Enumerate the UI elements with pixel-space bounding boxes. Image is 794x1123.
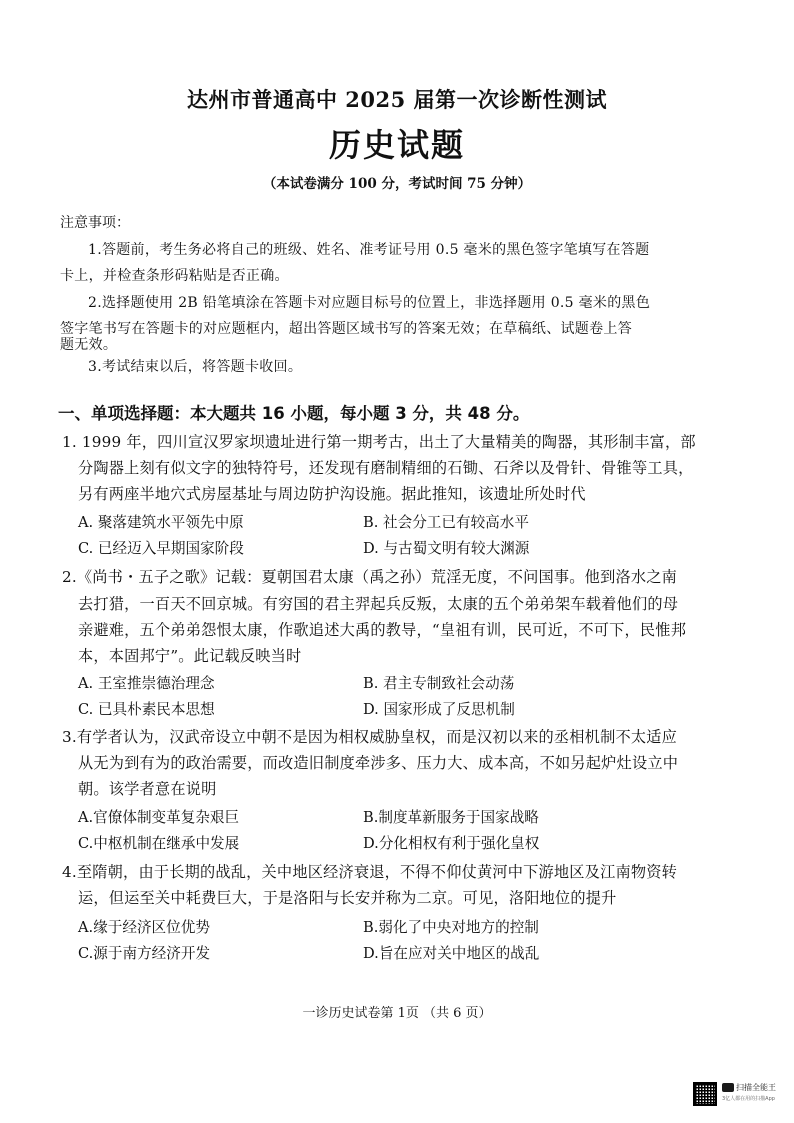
question-4-stem: 4.至隋朝，由于长期的战乱，关中地区经济衰退，不得不仰仗黄河中下游地区及江南物资转 [62, 863, 678, 881]
section-heading: 一、单项选择题：本大题共 16 小题，每小题 3 分，共 48 分。 [58, 404, 530, 423]
question-2-option-a[interactable]: A. 王室推崇德治理念 [78, 675, 215, 692]
question-3-option-c[interactable]: C.中枢机制在继承中发展 [78, 835, 240, 852]
question-2-option-b[interactable]: B. 君主专制致社会动荡 [363, 675, 515, 692]
question-4-option-a[interactable]: A.缘于经济区位优势 [78, 919, 210, 936]
scanner-logo-icon [722, 1083, 734, 1092]
question-1-stem: 1. 1999 年，四川宣汉罗家坝遗址进行第一期考古，出土了大量精美的陶器，其形制丰富，部 [62, 433, 696, 451]
question-4-stem: 运，但运至关中耗费巨大，于是洛阳与长安并称为二京。可见，洛阳地位的提升 [78, 889, 617, 907]
question-2-stem: 2.《尚书・五子之歌》记载：夏朝国君太康（禹之孙）荒淫无度，不问国事。他到洛水之南 [62, 568, 678, 586]
subject-title: 历史试题 [328, 126, 465, 164]
page-footer: 一诊历史试卷第 1页 （共 6 页） [302, 1006, 492, 1021]
question-1-stem: 分陶器上刻有似文字的独特符号，还发现有磨制精细的石锄、石斧以及骨针、骨锥等工具， [78, 459, 694, 477]
question-1-option-b[interactable]: B. 社会分工已有较高水平 [363, 514, 529, 531]
notice-heading: 注意事项： [60, 215, 130, 231]
question-2-stem: 本，本固邦宁”。此记载反映当时 [78, 647, 302, 665]
question-2-option-d[interactable]: D. 国家形成了反思机制 [363, 701, 515, 718]
notice-line: 卡上，并检查条形码粘贴是否正确。 [60, 268, 289, 284]
exam-title: 达州市普通高中 2025 届第一次诊断性测试 [186, 87, 608, 112]
notice-line: 签字笔书写在答题卡的对应题框内，超出答题区域书写的答案无效；在草稿纸、试题卷上答 [60, 321, 632, 337]
notice-line: 1.答题前，考生务必将自己的班级、姓名、准考证号用 0.5 毫米的黑色签字笔填写在答题 [88, 242, 650, 258]
question-3-option-d[interactable]: D.分化相权有利于强化皇权 [363, 835, 540, 852]
question-2-stem: 去打猎，一百天不回京城。有穷国的君主羿起兵反叛，太康的五个弟弟架车载着他们的母 [78, 595, 679, 613]
question-3-stem: 3.有学者认为，汉武帝设立中朝不是因为相权威胁皇权，而是汉初以来的丞相机制不太适应 [62, 728, 678, 746]
question-1-stem: 另有两座半地穴式房屋基址与周边防护沟设施。据此推知，该遗址所处时代 [78, 485, 586, 503]
notice-line: 3.考试结束以后，将答题卡收回。 [88, 359, 303, 375]
qr-code-icon [693, 1082, 717, 1106]
question-4-option-b[interactable]: B.弱化了中央对地方的控制 [363, 919, 539, 936]
question-1-option-d[interactable]: D. 与古蜀文明有较大渊源 [363, 540, 530, 557]
question-4-option-d[interactable]: D.旨在应对关中地区的战乱 [363, 945, 540, 962]
question-4-option-c[interactable]: C.源于南方经济开发 [78, 945, 211, 962]
question-1-option-a[interactable]: A. 聚落建筑水平领先中原 [78, 514, 244, 531]
question-3-option-b[interactable]: B.制度革新服务于国家战略 [363, 809, 539, 826]
notice-line: 题无效。 [60, 337, 118, 353]
question-1-option-c[interactable]: C. 已经迈入早期国家阶段 [78, 540, 244, 557]
question-3-stem: 朝。该学者意在说明 [78, 780, 217, 798]
notice-line: 2.选择题使用 2B 铅笔填涂在答题卡对应题目标号的位置上，非选择题用 0.5 毫米的黑色 [88, 295, 651, 311]
question-3-stem: 从无为到有为的政治需要，而改造旧制度牵涉多、压力大、成本高，不如另起炉灶设立中 [78, 754, 679, 772]
scanner-tagline: 3亿人都在用的扫描App [722, 1096, 775, 1102]
exam-info: （本试卷满分 100 分，考试时间 75 分钟） [262, 176, 532, 192]
question-2-stem: 亲避难，五个弟弟怨恨太康，作歌追述大禹的教导，“皇祖有训，民可近，不可下，民惟邦 [78, 621, 687, 639]
question-2-option-c[interactable]: C. 已具朴素民本思想 [78, 701, 215, 718]
question-3-option-a[interactable]: A.官僚体制变革复杂艰巨 [78, 809, 240, 826]
scanner-brand: 扫描全能王 [736, 1083, 776, 1092]
